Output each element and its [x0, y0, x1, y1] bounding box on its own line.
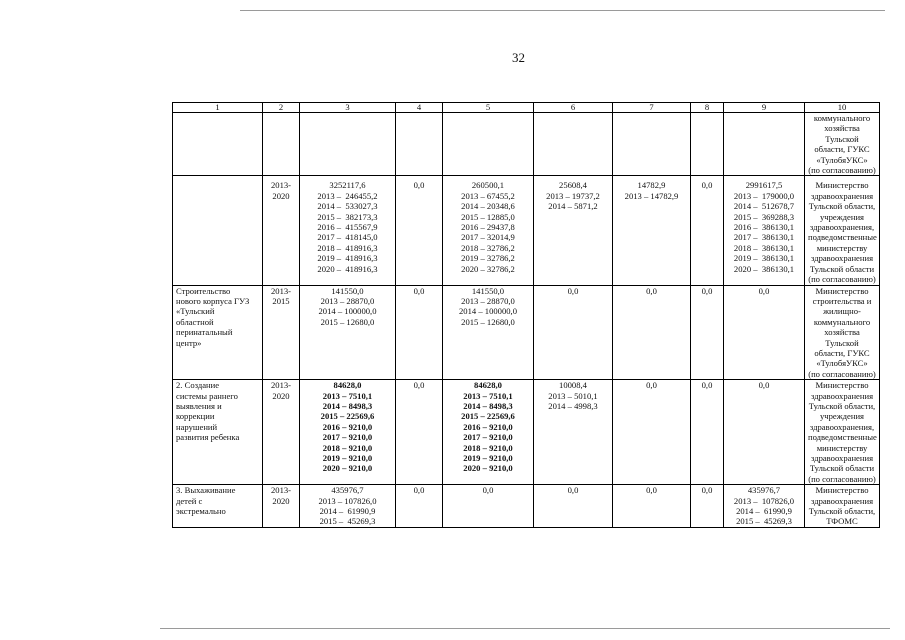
column-header: 8 — [691, 103, 724, 113]
executor-line: здравоохранения — [810, 253, 874, 264]
period-line: 2013- — [270, 180, 292, 191]
activity-line: Строительство — [176, 285, 231, 296]
cell-federal — [396, 176, 443, 285]
executor-line: (по согласованию) — [808, 368, 876, 379]
cell-executor — [805, 485, 880, 528]
activity-line: экстремально — [176, 506, 226, 517]
executor-line: министерству — [816, 242, 868, 253]
cell-municipal — [534, 113, 613, 176]
cell-other — [691, 285, 724, 380]
cell-tfoms — [724, 176, 805, 285]
value-line: 2020 – 386130,1 — [733, 263, 795, 274]
period-line: 2013- — [270, 485, 292, 496]
value-line: 2013 – 107826,0 — [733, 495, 795, 506]
cell-total — [300, 380, 396, 485]
value-line: 2019 – 9210,0 — [463, 453, 513, 463]
activity-line: детей с — [176, 495, 203, 506]
executor-line: подведомственные — [808, 432, 877, 443]
value-line: 2019 – 418916,3 — [317, 253, 378, 264]
executor-line: подведомственные — [808, 232, 877, 243]
value-line: 0,0 — [413, 380, 425, 391]
value-line: 2017 – 9210,0 — [463, 432, 513, 443]
cell-regional — [443, 380, 534, 485]
value-line: 0,0 — [413, 485, 425, 496]
value-line: 2019 – 386130,1 — [733, 253, 795, 264]
executor-line: Тульской области, — [808, 400, 876, 411]
value-line: 2014 – 61990,9 — [736, 506, 792, 517]
value-line: 2020 – 9210,0 — [463, 463, 513, 474]
value-line: 2014 – 100000,0 — [318, 306, 377, 317]
cell-executor — [805, 285, 880, 380]
value-line: 2015 – 45269,3 — [319, 516, 376, 527]
value-line: 2014 – 512678,7 — [733, 201, 795, 212]
cell-tfoms — [724, 485, 805, 528]
value-line: 2018 – 9210,0 — [322, 442, 373, 453]
value-line: 2020 – 418916,3 — [317, 263, 378, 274]
executor-line: министерству — [816, 442, 868, 453]
period-line: 2020 — [272, 495, 290, 506]
cell-extrabudget — [613, 485, 691, 528]
activity-line: «Тульский — [176, 306, 215, 317]
value-line: 0,0 — [646, 380, 657, 391]
value-line: 2013 – 28870,0 — [320, 295, 375, 306]
table-row-building — [173, 285, 880, 380]
cell-federal — [396, 485, 443, 528]
activity-line: 3. Выхаживание — [176, 485, 236, 496]
value-line: 2016 – 9210,0 — [463, 421, 513, 432]
executor-line: строительства и — [812, 295, 872, 306]
executor-line: здравоохранения, — [809, 222, 875, 233]
value-line: 2013 – 7510,1 — [322, 390, 373, 401]
cell-extrabudget — [613, 380, 691, 485]
period-line: 2013- — [270, 285, 292, 296]
executor-line: здравоохранения — [810, 190, 874, 201]
value-line: 2016 – 415567,9 — [317, 222, 378, 233]
column-header: 2 — [263, 103, 300, 113]
column-header: 3 — [300, 103, 396, 113]
column-header: 10 — [805, 103, 880, 113]
value-line: 2015 – 22569,6 — [320, 411, 375, 422]
value-line: 2018 – 418916,3 — [317, 242, 378, 253]
value-line: 2013 – 5010,1 — [548, 390, 598, 401]
executor-line: хозяйства Тульской — [824, 123, 860, 144]
value-line: 2017 – 32014,9 — [461, 232, 515, 243]
cell-period — [263, 113, 300, 176]
cell-federal — [396, 285, 443, 380]
executor-line: хозяйства Тульской — [824, 327, 860, 348]
activity-line: системы раннего — [176, 390, 238, 401]
cell-regional — [443, 285, 534, 380]
value-line: 25608,4 — [559, 180, 587, 191]
cell-other — [691, 380, 724, 485]
value-line: 2014 – 100000,0 — [458, 306, 517, 317]
period-line: 2020 — [272, 390, 290, 401]
cell-period — [263, 176, 300, 285]
value-line: 3252117,6 — [329, 180, 366, 191]
cell-other — [691, 176, 724, 285]
executor-line: области, ГУКС — [814, 347, 870, 358]
executor-line: здравоохранения — [810, 495, 874, 506]
value-line: 2991617,5 — [745, 180, 783, 191]
program-funding-table — [172, 102, 880, 528]
cell-executor — [805, 113, 880, 176]
activity-line: областной — [176, 316, 214, 327]
activity-line: коррекции — [176, 411, 215, 422]
cell-tfoms — [724, 380, 805, 485]
activity-line: развития ребенка — [176, 432, 240, 443]
value-line: 2018 – 386130,1 — [733, 242, 795, 253]
value-line: 0,0 — [567, 285, 579, 296]
cell-regional — [443, 113, 534, 176]
executor-line: (по согласованию) — [808, 274, 876, 285]
executor-line: «ТулобяУКС» — [816, 154, 868, 165]
value-line: 2016 – 9210,0 — [322, 421, 373, 432]
value-line: 0,0 — [482, 485, 494, 496]
activity-line: нарушений — [176, 421, 218, 432]
value-line: 141550,0 — [331, 285, 364, 296]
value-line: 2013 – 14782,9 — [624, 190, 679, 201]
cell-total — [300, 285, 396, 380]
value-line: 2019 – 32786,2 — [461, 253, 515, 264]
cell-regional — [443, 485, 534, 528]
value-line: 2013 – 19737,2 — [546, 190, 600, 201]
value-line: 2015 – 12680,0 — [320, 316, 375, 327]
table-row-item-3 — [173, 485, 880, 528]
value-line: 0,0 — [646, 485, 657, 496]
cell-extrabudget — [613, 176, 691, 285]
value-line: 435976,7 — [747, 485, 781, 496]
value-line: 0,0 — [701, 285, 713, 296]
cell-activity — [173, 380, 263, 485]
value-line: 2014 – 20348,6 — [461, 201, 515, 212]
value-line: 2017 – 9210,0 — [322, 432, 373, 443]
value-line: 2015 – 12680,0 — [461, 316, 515, 327]
value-line: 141550,0 — [471, 285, 505, 296]
column-header: 9 — [724, 103, 805, 113]
column-header: 6 — [534, 103, 613, 113]
executor-line: Министерство — [815, 485, 869, 496]
cell-activity — [173, 285, 263, 380]
activity-line: 2. Создание — [176, 380, 220, 391]
cell-municipal — [534, 380, 613, 485]
period-line: 2020 — [272, 190, 290, 201]
cell-regional — [443, 176, 534, 285]
value-line: 2014 – 8498,3 — [463, 400, 513, 411]
executor-line: (по согласованию) — [808, 165, 876, 176]
executor-line: «ТулобяУКС» — [816, 358, 868, 369]
executor-line: (по согласованию) — [808, 473, 876, 484]
period-line: 2015 — [272, 295, 290, 306]
value-line: 2017 – 418145,0 — [317, 232, 378, 243]
bottom-rule — [160, 628, 890, 629]
value-line: 2014 – 533027,3 — [317, 201, 378, 212]
top-rule — [240, 10, 885, 11]
executor-line: Министерство — [815, 380, 869, 391]
cell-activity — [173, 113, 263, 176]
value-line: 2020 – 32786,2 — [461, 263, 515, 274]
value-line: 2013 – 7510,1 — [463, 390, 513, 401]
column-header: 7 — [613, 103, 691, 113]
value-line: 2019 – 9210,0 — [322, 453, 373, 463]
value-line: 0,0 — [567, 485, 579, 496]
executor-line: коммунального — [813, 316, 871, 327]
column-header: 4 — [396, 103, 443, 113]
value-line: 84628,0 — [333, 380, 362, 391]
value-line: 2014 – 4998,3 — [548, 400, 598, 411]
value-line: 2015 – 22569,6 — [461, 411, 515, 422]
value-line: 0,0 — [758, 285, 770, 296]
value-line: 0,0 — [758, 380, 770, 391]
executor-line: здравоохранения, — [809, 421, 875, 432]
page-number: 32 — [512, 50, 525, 65]
value-line: 2014 – 5871,2 — [548, 201, 598, 212]
executor-line: учреждения — [819, 411, 864, 422]
cell-executor — [805, 176, 880, 285]
executor-line: учреждения — [819, 211, 864, 222]
executor-line: области, ГУКС — [814, 144, 870, 155]
table-row-total — [173, 176, 880, 285]
value-line: 0,0 — [701, 485, 713, 496]
cell-tfoms — [724, 113, 805, 176]
cell-extrabudget — [613, 113, 691, 176]
value-line: 2015 – 45269,3 — [736, 516, 792, 527]
executor-line: здравоохранения — [810, 390, 874, 401]
executor-line: Министерство — [815, 180, 869, 191]
activity-line: перинатальный — [176, 327, 233, 338]
value-line: 2013 – 28870,0 — [461, 295, 515, 306]
activity-line: нового корпуса ГУЗ — [176, 295, 250, 306]
value-line: 2013 – 179000,0 — [733, 190, 795, 201]
value-line: 2015 – 382173,3 — [317, 211, 378, 222]
value-line: 84628,0 — [474, 380, 502, 391]
cell-period — [263, 485, 300, 528]
value-line: 0,0 — [413, 285, 425, 296]
value-line: 2020 – 9210,0 — [322, 463, 373, 474]
cell-total — [300, 113, 396, 176]
value-line: 14782,9 — [637, 180, 666, 191]
executor-line: жилищно- — [823, 306, 861, 317]
value-line: 2014 – 8498,3 — [322, 400, 373, 411]
value-line: 2017 – 386130,1 — [733, 232, 795, 243]
cell-period — [263, 285, 300, 380]
value-line: 2014 – 61990,9 — [319, 506, 376, 517]
value-line: 2013 – 107826,0 — [318, 495, 377, 506]
activity-line: выявления и — [176, 400, 222, 411]
value-line: 2013 – 67455,2 — [461, 190, 515, 201]
executor-line: коммунального — [813, 113, 871, 123]
cell-federal — [396, 113, 443, 176]
cell-activity — [173, 176, 263, 285]
value-line: 260500,1 — [471, 180, 505, 191]
cell-activity — [173, 485, 263, 528]
cell-executor — [805, 380, 880, 485]
cell-extrabudget — [613, 285, 691, 380]
value-line: 2018 – 32786,2 — [461, 242, 515, 253]
value-line: 0,0 — [413, 180, 425, 191]
cell-tfoms — [724, 285, 805, 380]
executor-line: Тульской области, — [808, 506, 876, 517]
value-line: 0,0 — [701, 180, 713, 191]
cell-municipal — [534, 176, 613, 285]
executor-line: Тульской области — [809, 463, 875, 474]
value-line: 2013 – 246455,2 — [317, 190, 378, 201]
value-line: 0,0 — [701, 380, 713, 391]
value-line: 2018 – 9210,0 — [463, 442, 513, 453]
table-header-row — [173, 103, 880, 113]
executor-line: здравоохранения — [810, 453, 874, 463]
cell-municipal — [534, 485, 613, 528]
value-line: 0,0 — [646, 285, 657, 296]
value-line: 2015 – 369288,3 — [733, 211, 795, 222]
cell-other — [691, 113, 724, 176]
column-header: 1 — [173, 103, 263, 113]
cell-federal — [396, 380, 443, 485]
column-header: 5 — [443, 103, 534, 113]
value-line: 2016 – 29437,8 — [461, 222, 515, 233]
executor-line: ТФОМС — [826, 516, 858, 527]
cell-period — [263, 380, 300, 485]
table-row-continuation — [173, 113, 880, 176]
period-line: 2013- — [270, 380, 292, 391]
cell-total — [300, 176, 396, 285]
value-line: 435976,7 — [331, 485, 364, 496]
executor-line: Тульской области, — [808, 201, 876, 212]
activity-line: центр» — [176, 337, 202, 348]
cell-other — [691, 485, 724, 528]
value-line: 10008,4 — [559, 380, 587, 391]
value-line: 2015 – 12885,0 — [461, 211, 515, 222]
cell-municipal — [534, 285, 613, 380]
executor-line: Тульской области — [809, 263, 875, 274]
executor-line: Министерство — [815, 285, 869, 296]
cell-total — [300, 485, 396, 528]
value-line: 2016 – 386130,1 — [733, 222, 795, 233]
table-row-item-2 — [173, 380, 880, 485]
